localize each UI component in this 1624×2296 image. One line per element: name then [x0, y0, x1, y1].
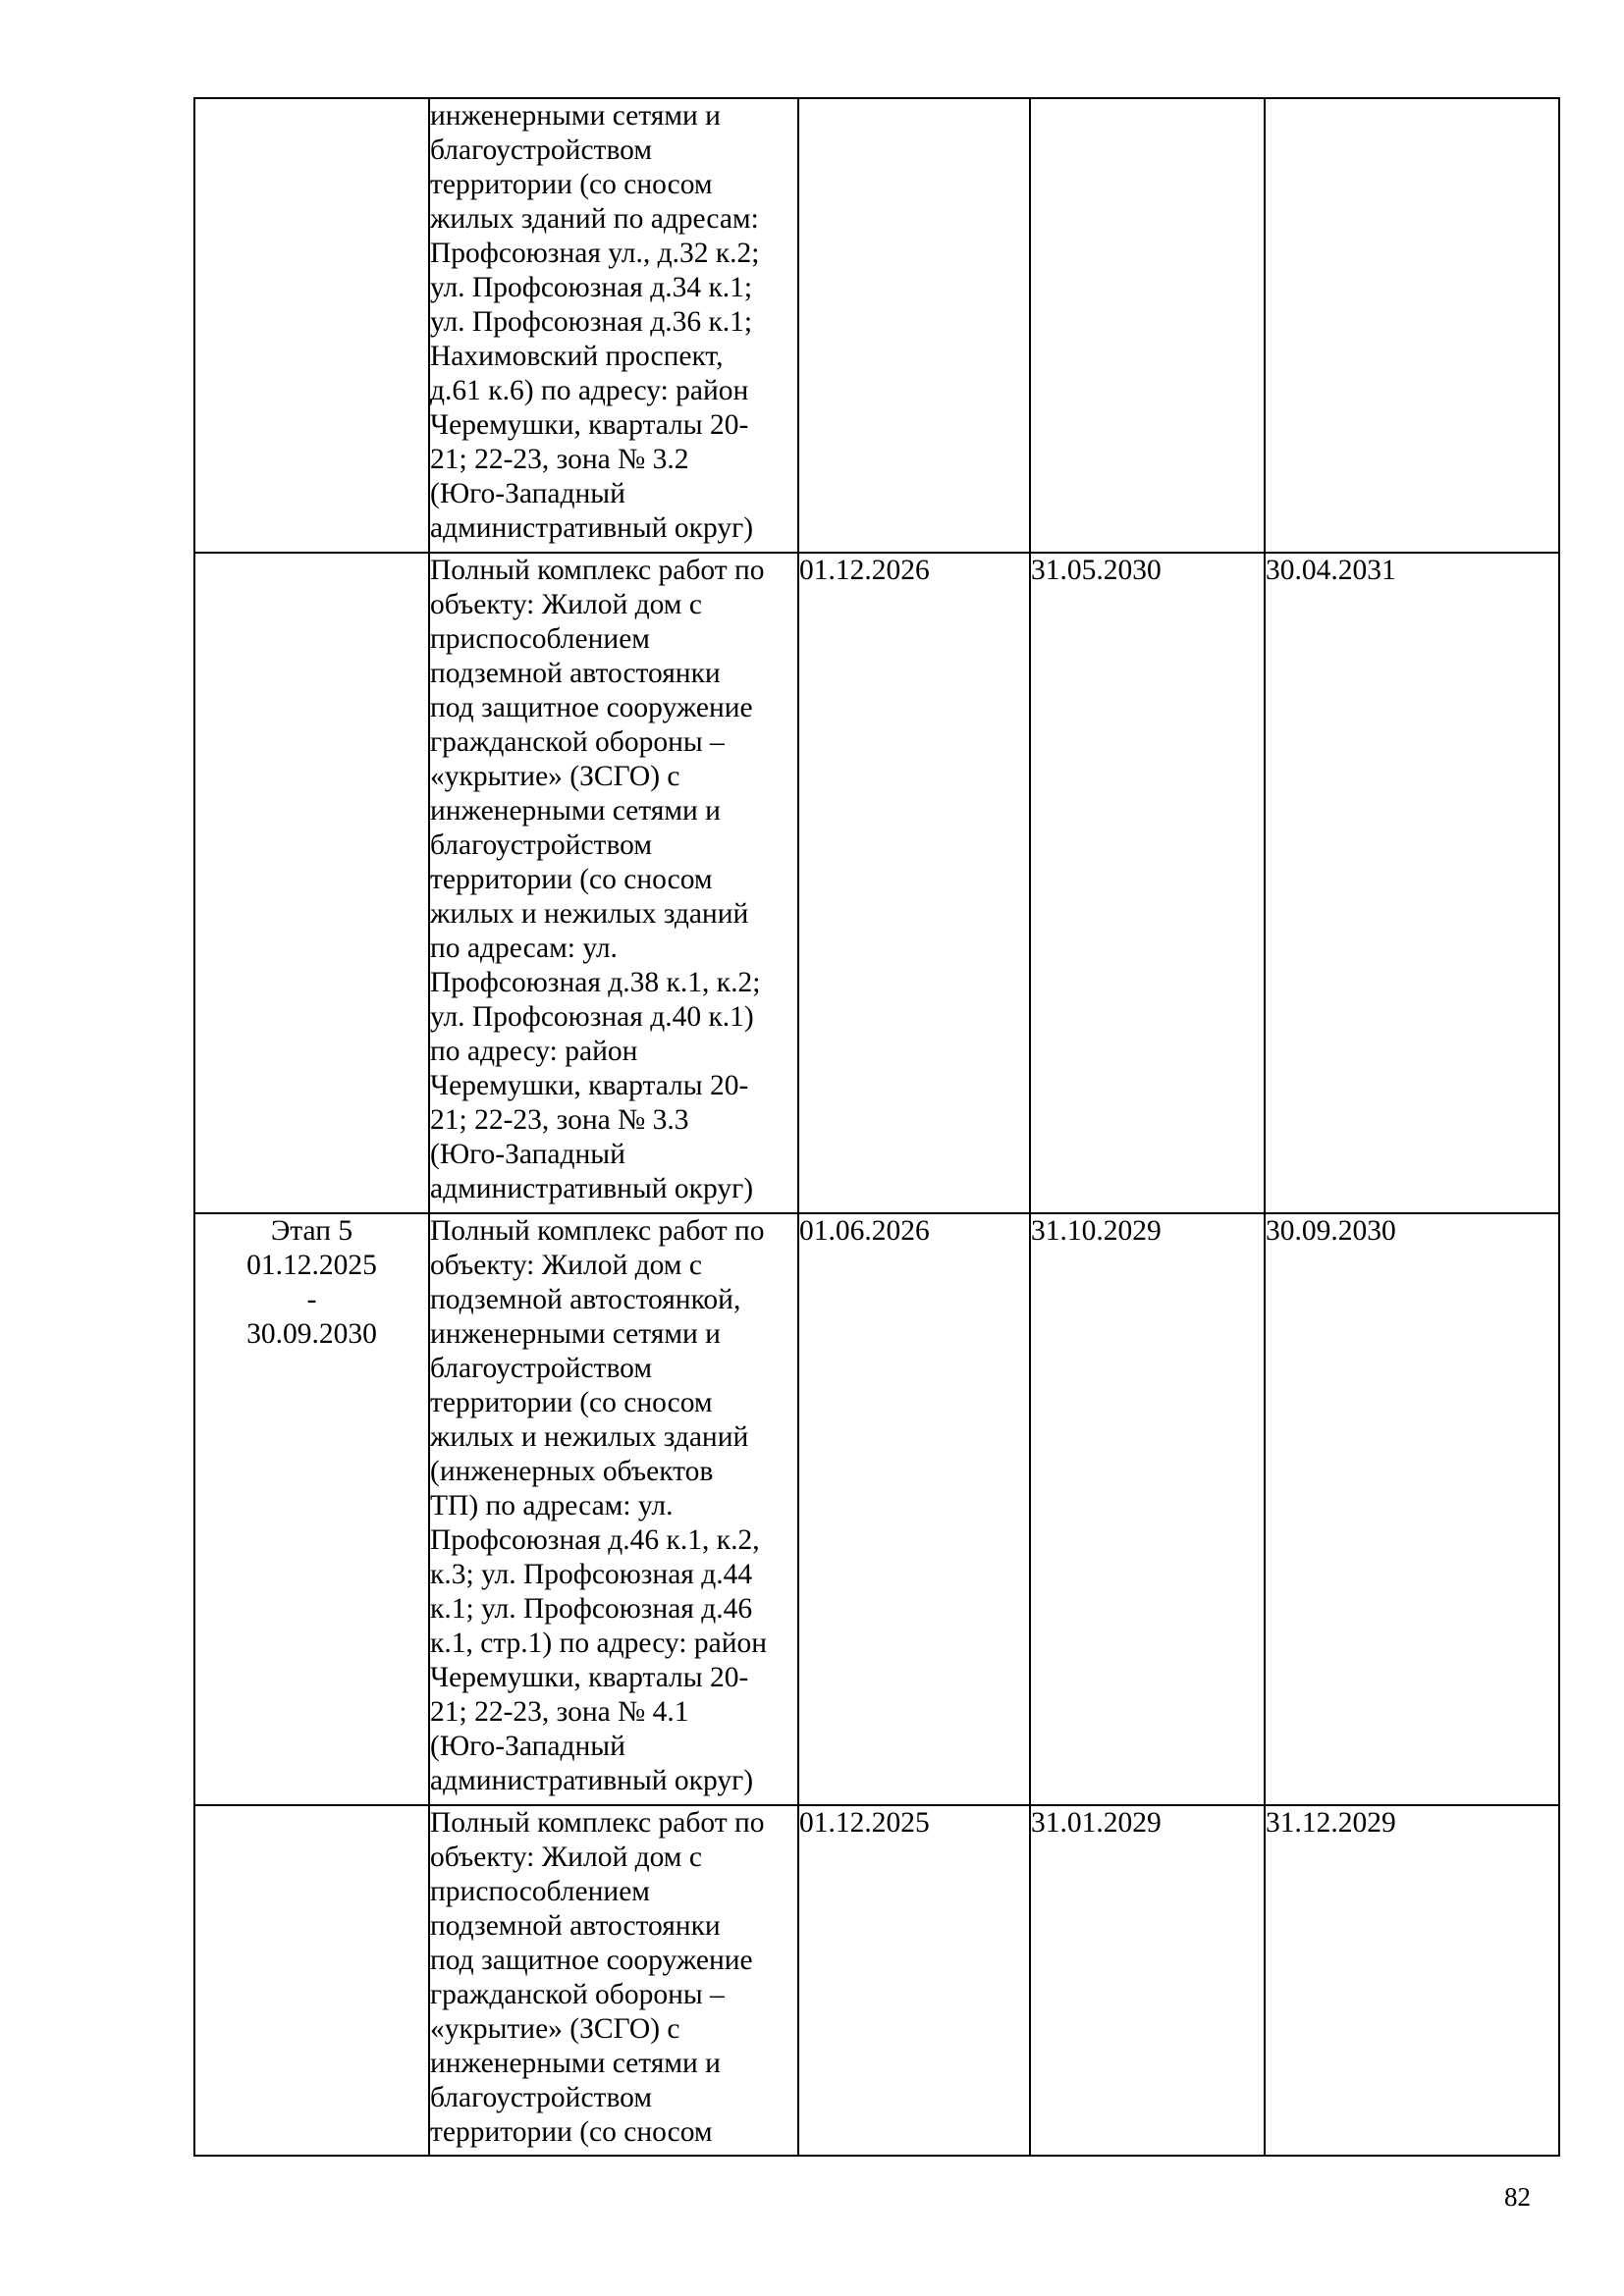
stage-title: Этап 5 — [270, 1215, 353, 1247]
stage-cell — [194, 1805, 429, 2156]
stage-cell — [194, 98, 429, 553]
table-row — [194, 1213, 1559, 1805]
schedule-table — [193, 97, 1560, 2157]
completion-date: 30.04.2031 — [1265, 553, 1559, 1213]
page-number: 82 — [1504, 2182, 1531, 2212]
end-date: 31.01.2029 — [1030, 1805, 1265, 2156]
start-date: 01.12.2025 — [798, 1805, 1030, 2156]
end-date: 31.05.2030 — [1030, 553, 1265, 1213]
stage-end-date: 30.09.2030 — [246, 1318, 377, 1350]
end-date: 31.10.2029 — [1030, 1213, 1265, 1805]
table-row — [194, 98, 1559, 553]
end-date — [1030, 98, 1265, 553]
table-row — [194, 553, 1559, 1213]
work-description: инженерными сетями и благоустройством территории (со сносом жилых зданий по адресам: Профсоюзная ул., д.32 к.2; ул. Профсоюзная д.34 к.1; ул. Профсоюзная д.36 к.1; Нахимовский проспект, д.61 к.6) по адресу: район Черемушки, кварталы 20- 21; 22-23, зона № 3.2 (Юго-Западный административный округ) — [429, 98, 798, 553]
completion-date: 30.09.2030 — [1265, 1213, 1559, 1805]
stage-start-date: 01.12.2025 — [246, 1250, 377, 1281]
stage-cell — [194, 1213, 429, 1805]
completion-date — [1265, 98, 1559, 553]
work-description: Полный комплекс работ по объекту: Жилой дом с приспособлением подземной автостоянки под защитное сооружение гражданской обороны – «укрытие» (ЗСГО) с инженерными сетями и благоустройством территории (со сносом — [429, 1805, 798, 2156]
start-date: 01.06.2026 — [798, 1213, 1030, 1805]
start-date: 01.12.2026 — [798, 553, 1030, 1213]
stage-date-separator: - — [306, 1284, 317, 1315]
start-date — [798, 98, 1030, 553]
work-description: Полный комплекс работ по объекту: Жилой дом с приспособлением подземной автостоянки под защитное сооружение гражданской обороны – «укрытие» (ЗСГО) с инженерными сетями и благоустройством территории (со сносом жилых и нежилых зданий по адресам: ул. Профсоюзная д.38 к.1, к.2; ул. Профсоюзная д.40 к.1) по адресу: район Черемушки, кварталы 20- 21; 22-23, зона № 3.3 (Юго-Западный административный округ) — [429, 553, 798, 1213]
completion-date: 31.12.2029 — [1265, 1805, 1559, 2156]
stage-cell — [194, 553, 429, 1213]
table-row — [194, 1805, 1559, 2156]
work-description: Полный комплекс работ по объекту: Жилой дом с подземной автостоянкой, инженерными сетями и благоустройством территории (со сносом жилых и нежилых зданий (инженерных объектов ТП) по адресам: ул. Профсоюзная д.46 к.1, к.2, к.3; ул. Профсоюзная д.44 к.1; ул. Профсоюзная д.46 к.1, стр.1) по адресу: район Черемушки, кварталы 20- 21; 22-23, зона № 4.1 (Юго-Западный административный округ) — [429, 1213, 798, 1805]
